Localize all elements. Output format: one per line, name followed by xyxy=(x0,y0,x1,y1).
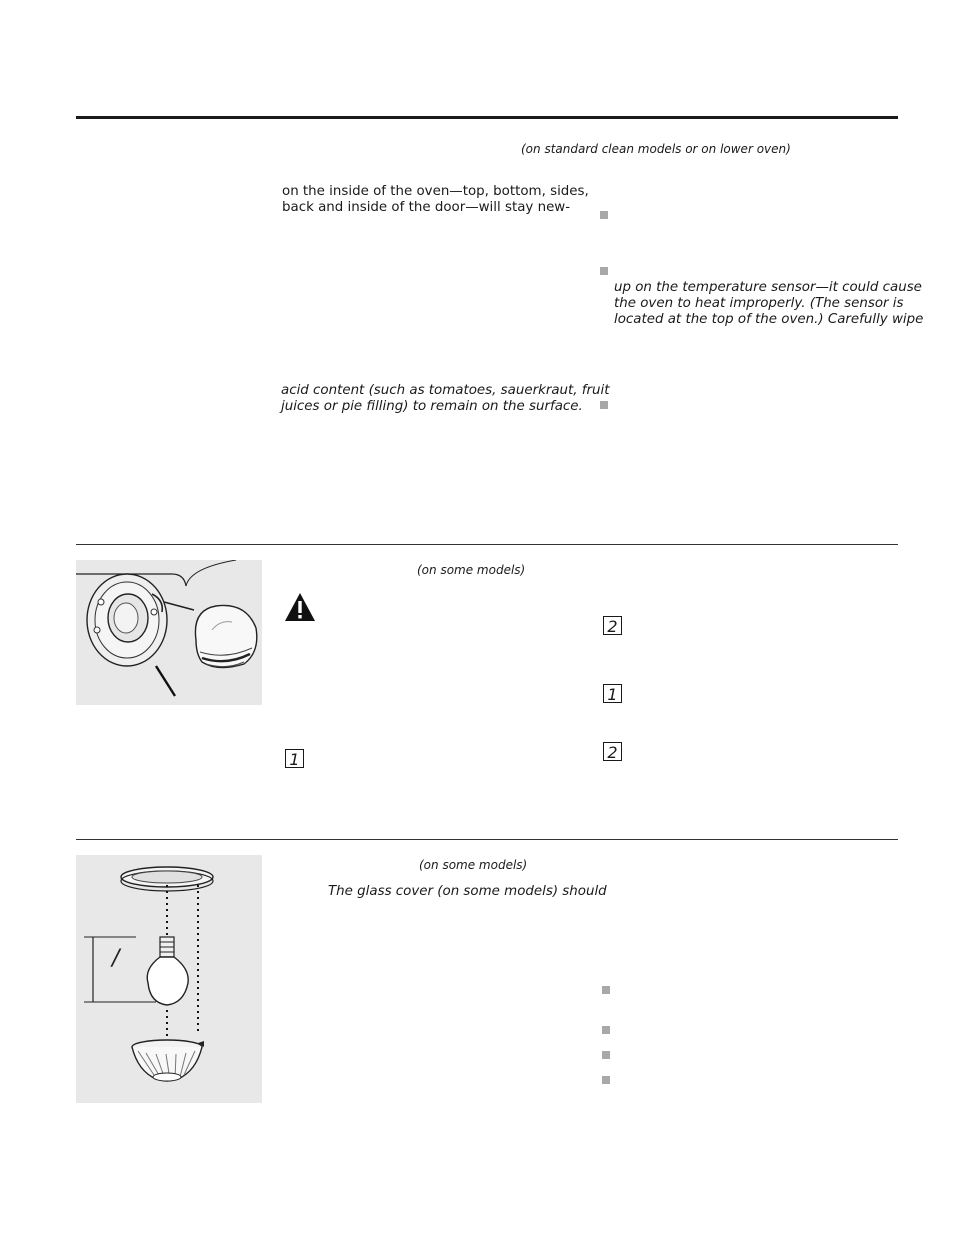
dimension-label: / xyxy=(112,946,120,971)
oven-text-line-2: back and inside of the door—will stay new- xyxy=(282,200,571,215)
bulb-section-subtitle: (on some models) xyxy=(419,858,528,872)
top-rule xyxy=(76,116,898,119)
bulb-exploded-illustration xyxy=(76,855,262,1103)
section-divider xyxy=(76,839,898,840)
step-number-box: 2 xyxy=(603,616,622,635)
bullet-marker xyxy=(602,1051,610,1059)
sensor-italic-line-1: up on the temperature sensor—it could cause xyxy=(614,280,922,295)
bullet-marker xyxy=(602,1026,610,1034)
bullet-marker xyxy=(602,986,610,994)
bulb-replacement-figure xyxy=(76,855,262,1103)
oven-light-illustration xyxy=(76,560,262,705)
warning-icon xyxy=(284,592,316,626)
light-section-subtitle: (on some models) xyxy=(417,563,526,577)
bullet-marker xyxy=(602,1076,610,1084)
oven-light-figure xyxy=(76,560,262,705)
bullet-marker xyxy=(600,401,608,409)
bullet-marker xyxy=(600,267,608,275)
section-divider xyxy=(76,544,898,545)
step-number-box: 1 xyxy=(285,749,304,768)
bullet-marker xyxy=(600,211,608,219)
oven-italic-line-2: juices or pie filling) to remain on the surface. xyxy=(281,399,583,414)
glass-cover-italic-line: The glass cover (on some models) should xyxy=(328,884,607,899)
sensor-italic-line-3: located at the top of the oven.) Carefully wipe xyxy=(614,312,924,327)
oven-text-line-1: on the inside of the oven—top, bottom, sides, xyxy=(282,184,589,199)
step-number-box: 2 xyxy=(603,742,622,761)
sensor-italic-line-2: the oven to heat improperly. (The sensor is xyxy=(614,296,904,311)
oven-italic-line-1: acid content (such as tomatoes, sauerkraut, fruit xyxy=(281,383,610,398)
section-subtitle-standard-clean: (on standard clean models or on lower oven) xyxy=(521,142,791,156)
step-number-box: 1 xyxy=(603,684,622,703)
